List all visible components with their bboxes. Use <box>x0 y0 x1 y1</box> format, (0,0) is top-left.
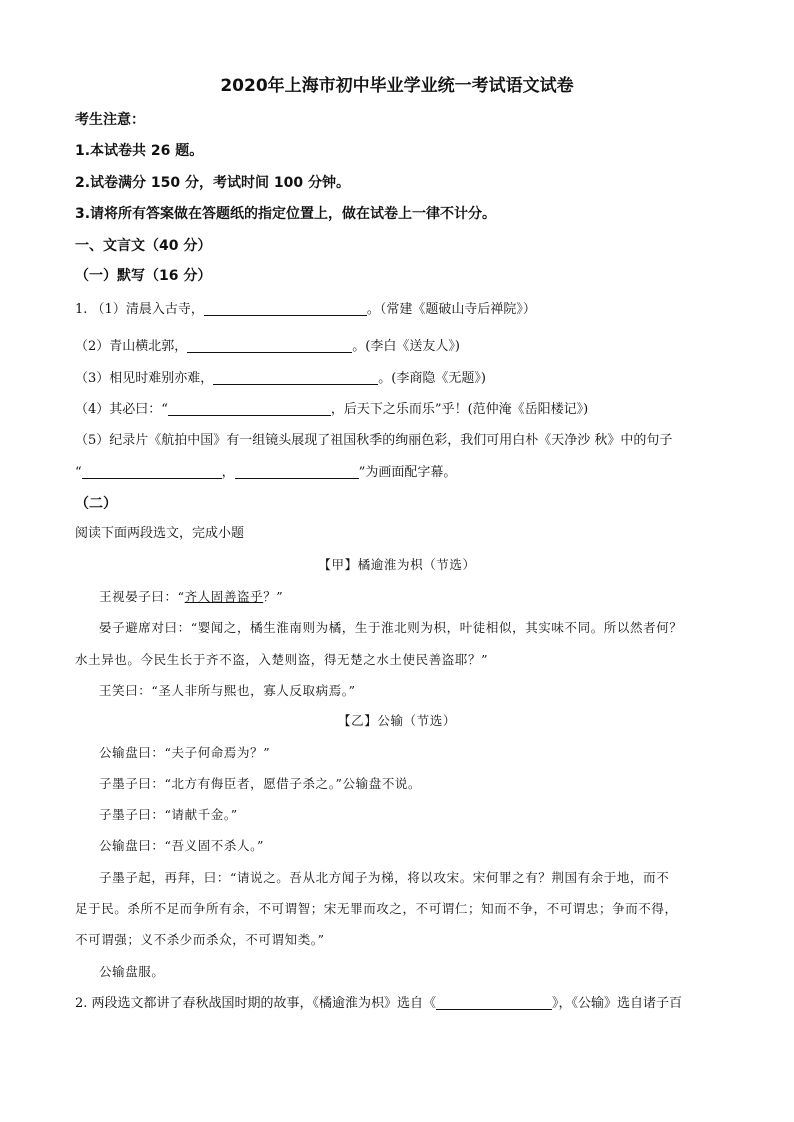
q1-sub4-text: （4）其必曰：“ <box>75 402 168 417</box>
section1-heading: 一、文言文（40 分） <box>75 238 212 254</box>
part2-heading: （二） <box>75 496 117 512</box>
notice-heading: 考生注意： <box>75 112 145 128</box>
answer-blank[interactable] <box>436 995 552 1010</box>
q1-sub1 <box>75 300 536 320</box>
page-title: 2020年上海市初中毕业学业统一考试语文试卷 <box>220 76 574 96</box>
q1-sub5-line1: （5）纪录片《航拍中国》有一组镜头展现了祖国秋季的绚丽色彩，我们可用白朴《天净沙 秋》中的句子 <box>75 433 673 448</box>
q1-sub4 <box>75 400 588 420</box>
answer-blank[interactable] <box>204 301 367 316</box>
answer-blank[interactable] <box>213 370 378 385</box>
q1-sub2 <box>75 337 460 357</box>
passage-b-p6: 公输盘服。 <box>99 964 165 979</box>
passage-b-p1: 公输盘曰：“夫子何命焉为？” <box>99 745 271 760</box>
q1-sub4-source: ，后天下之乐而乐”乎！(范仲淹《岳阳楼记》) <box>330 402 589 417</box>
part1-heading: （一）默写（16 分） <box>75 268 212 284</box>
answer-blank[interactable] <box>168 401 331 416</box>
passage-a-p1-lead: 王视晏子曰：“ <box>99 589 185 604</box>
q1-sub1-text: （1）清晨入古寺， <box>91 302 204 317</box>
passage-b-p5-line2: 足于民。杀所不足而争所有余，不可谓智；宋无罪而攻之，不可谓仁；知而不争，不可谓忠；争而不得， <box>75 901 678 916</box>
passage-b-p5-line3: 不可谓强；义不杀少而杀众，不可谓知类。” <box>75 932 325 947</box>
quote-open: “ <box>75 465 82 480</box>
q1-sub3-source: 。(李商隐《无题》) <box>378 371 486 386</box>
answer-blank[interactable] <box>235 464 359 479</box>
passage-a-p1-end: ？” <box>263 589 284 604</box>
q2-text: 2. 两段选文都讲了春秋战国时期的故事，《橘逾淮为枳》选自《 <box>75 996 437 1011</box>
notice-item-3: 3.请将所有答案做在答题纸的指定位置上，做在试卷上一律不计分。 <box>75 206 497 222</box>
q1-number: 1. <box>75 302 88 317</box>
underlined-sentence: 齐人固善盗乎 <box>184 589 264 604</box>
notice-item-1: 1.本试卷共 26 题。 <box>75 143 204 159</box>
q1-sub2-source: 。(李白《送友人》) <box>352 339 460 354</box>
q1-sub2-text: （2）青山横北郭， <box>75 339 188 354</box>
answer-blank[interactable] <box>82 464 222 479</box>
passage-b-p3: 子墨子曰：“请献千金。” <box>99 807 238 822</box>
passage-a-p1 <box>99 587 283 607</box>
passage-a-heading: 【甲】橘逾淮为枳（节选） <box>318 557 476 572</box>
q1-sub3 <box>75 369 486 389</box>
passage-a-p3: 王笑曰：“圣人非所与熙也，寡人反取病焉。” <box>99 683 356 698</box>
part2-intro: 阅读下面两段选文，完成小题 <box>75 526 245 541</box>
passage-b-p2: 子墨子曰：“北方有侮臣者，愿借子杀之。”公输盘不说。 <box>99 776 422 791</box>
q2 <box>75 994 682 1014</box>
q1-sub5-line2 <box>75 463 456 483</box>
q1-sub3-text: （3）相见时难别亦难， <box>75 371 214 386</box>
passage-b-p5-line1: 子墨子起，再拜，曰：“请说之。吾从北方闻子为梯，将以攻宋。宋何罪之有？荆国有余于地，而不 <box>99 870 670 885</box>
passage-a-p2-line1: 晏子避席对曰：“婴闻之，橘生淮南则为橘，生于淮北则为枳，叶徒相似，其实味不同。所以然者何？ <box>99 620 683 635</box>
passage-b-p4: 公输盘曰：“吾义固不杀人。” <box>99 838 264 853</box>
q1-sub1-source: 。（常建《题破山寺后禅院》） <box>366 302 536 317</box>
q1-sub5-tail: ”为画面配字幕。 <box>358 465 457 480</box>
notice-item-2: 2.试卷满分 150 分，考试时间 100 分钟。 <box>75 175 351 191</box>
q2-text-tail: 》，《公输》选自诸子百 <box>552 996 683 1011</box>
passage-b-heading: 【乙】公输（节选） <box>338 713 456 728</box>
comma: ， <box>221 465 235 480</box>
passage-a-p2-line2: 水土异也。今民生长于齐不盗，入楚则盗，得无楚之水土使民善盗耶？” <box>75 652 489 667</box>
answer-blank[interactable] <box>187 338 352 353</box>
